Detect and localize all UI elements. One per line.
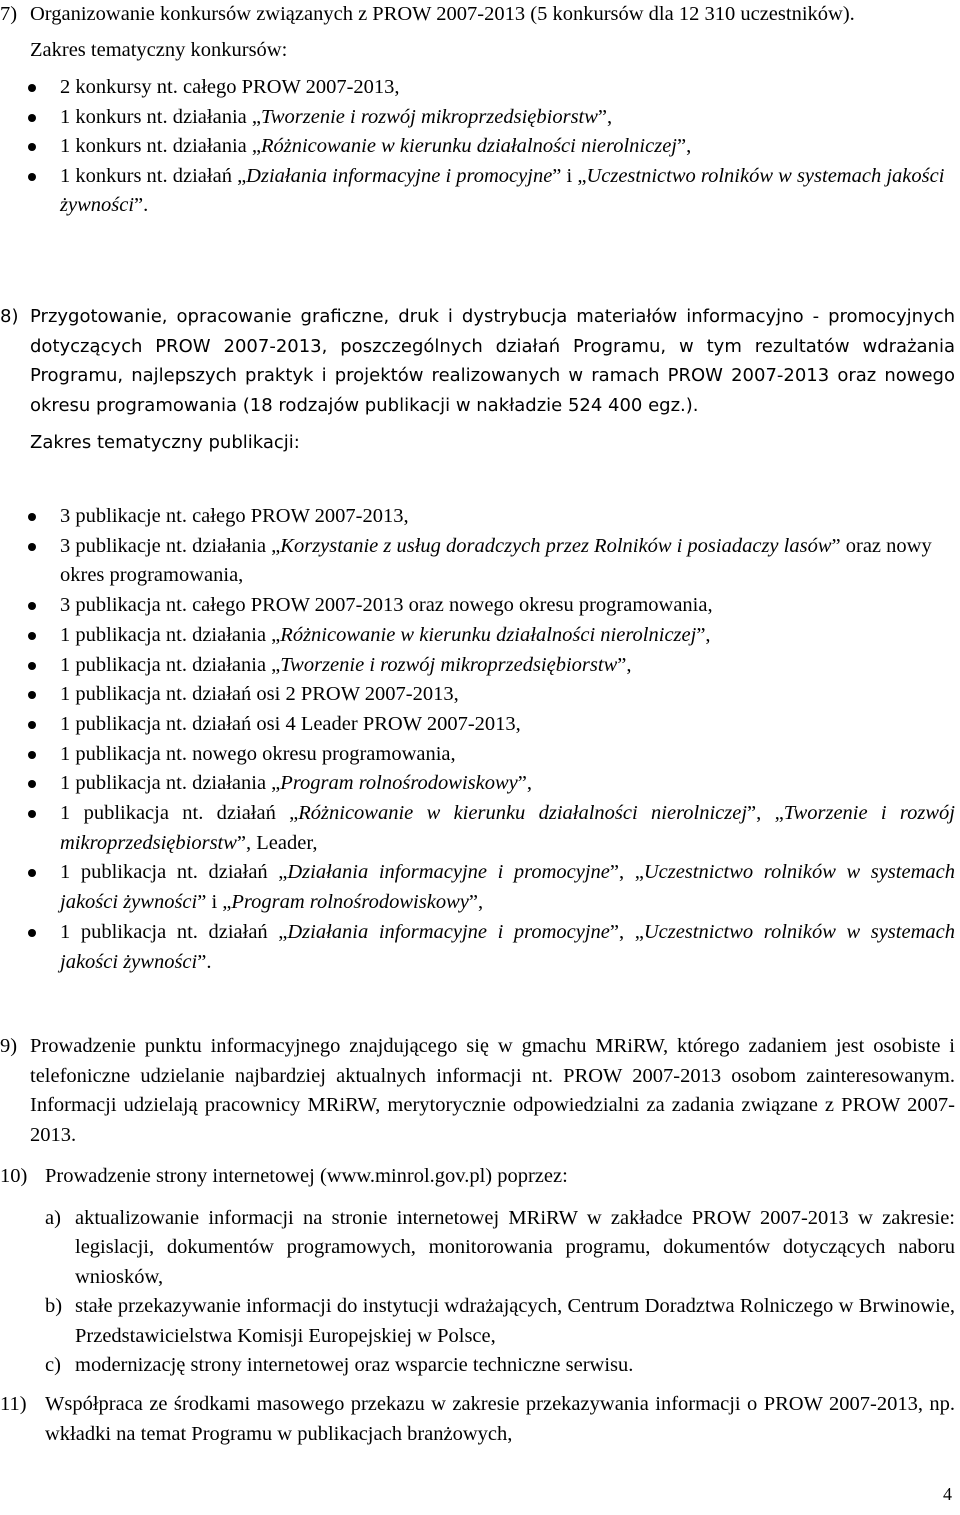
item-8-paragraph [0,302,955,420]
list-item [0,532,955,591]
bullet-italic: Różnicowanie w kierunku działalności nierolniczej [298,802,748,825]
bullet-text: 1 publikacja nt. nowego okresu programowania, [60,742,456,765]
list-item [0,591,955,621]
bullet-text: ”, „ [609,920,644,943]
bullet-text: ”, [597,105,613,128]
list-item [0,621,955,651]
bullet-italic: Różnicowanie w kierunku działalności nierolniczej [260,135,677,157]
page-number: 4 [943,1484,952,1504]
sub-text: stałe przekazywanie informacji do instytucji wdrażających, Centrum Doradztwa Rolniczego w Brwinowie, Przedstawicielstwa Komisji Europejskiej w Polsce, [75,1295,955,1347]
item-11-paragraph [0,1390,955,1449]
list-item [0,1351,955,1381]
bullet-italic: Uczestnictwo rolników w systemach jakości żywności [60,164,945,216]
bullet-text: 1 konkurs nt. działania „ [60,105,261,128]
item-8-text: Przygotowanie, opracowanie graficzne, druk i dystrybucja materiałów informacyjno - promocyjnych dotyczących PROW 2007-2013, poszczególnych działań Programu, w tym rezultatów wdrażania Programu, najlepszych praktyk i projektów realizowanych w ramach PROW 2007-2013 oraz nowego okresu programowania (18 rodzajów publikacji w nakładzie 524 400 egz.). [30,306,955,416]
bullet-text: 1 publikacja nt. działania „ [60,772,281,795]
item-7-text: Organizowanie konkursów związanych z PROW 2007-2013 (5 konkursów dla 12 310 uczestników). [30,3,855,25]
bullet-text: 3 publikacje nt. działania „ [60,534,281,557]
bullet-text: 3 publikacja nt. całego PROW 2007-2013 oraz nowego okresu programowania, [60,594,713,617]
bullet-italic: Uczestnictwo rolników w systemach jakości żywności [60,920,955,973]
item-9-number: 9) [0,1035,18,1057]
list-item [0,73,955,103]
bullet-text: 3 publikacje nt. całego PROW 2007-2013, [60,505,409,527]
section-item-9 [0,1032,955,1150]
bullet-italic: Korzystanie z usług doradczych przez Rolników i posiadaczy lasów [280,534,832,557]
bullet-text: ”, „ [747,802,784,825]
item-10-number: 10) [0,1165,28,1187]
section-item-10 [0,1162,955,1381]
bullet-italic: Działania informacyjne i promocyjne [287,861,610,884]
item-11-number: 11) [0,1393,27,1415]
item-10-sublist [0,1204,955,1381]
bullet-text: ”, [696,623,711,646]
bullet-text: ”. [197,950,212,973]
bullet-italic: Różnicowanie w kierunku działalności nierolniczej [280,623,697,646]
bullet-italic: Program rolnośrodowiskowy [280,772,518,795]
list-item [0,858,955,917]
bullet-text: 1 publikacja nt. działań osi 2 PROW 2007-2013, [60,683,459,706]
item-7-bullet-list [0,73,955,221]
item-8-scope-label: Zakres tematyczny publikacji: [30,432,300,453]
section-item-7 [0,0,955,221]
bullet-italic: Działania informacyjne i promocyjne [287,920,610,943]
list-item [0,502,955,532]
bullet-italic: Działania informacyjne i promocyjne [246,164,553,187]
bullet-text: ”, [677,135,692,157]
item-9-paragraph [0,1032,955,1150]
bullet-italic: Program rolnośrodowiskowy [231,891,469,914]
bullet-text: 2 konkursy nt. całego PROW 2007-2013, [60,76,400,98]
list-item [0,918,955,977]
bullet-text: ”. [134,194,149,216]
sub-letter: b) [45,1295,63,1317]
item-11-text: Współpraca ze środkami masowego przekazu w zakresie przekazywania informacji o PROW 2007-2013, np. wkładki na temat Programu w publikacjach branżowych, [45,1393,955,1445]
sub-letter: c) [45,1354,61,1376]
list-item [0,1292,955,1351]
item-10-paragraph [0,1162,955,1192]
list-item [0,740,955,770]
item-7-scope-label: Zakres tematyczny konkursów: [30,38,288,61]
bullet-text: ” i „ [197,891,232,914]
sub-text: aktualizowanie informacji na stronie internetowej MRiRW w zakładce PROW 2007-2013 w zakresie: legislacji, dokumentów programowych, monitorowania programu, dokumentów dotyczących naboru wniosków, [75,1206,955,1288]
bullet-text: 1 konkurs nt. działań „ [60,164,247,187]
bullet-italic: Tworzenie i rozwój mikroprzedsiębiorstw [260,105,598,128]
bullet-text: 1 publikacja nt. działań „ [60,861,288,884]
list-item [0,132,955,162]
bullet-text: ” i „ [552,164,587,187]
section-item-11 [0,1390,955,1449]
bullet-text: 1 publikacja nt. działania „ [60,653,281,676]
list-item [0,799,955,858]
bullet-text: ”, [517,772,533,795]
section-item-8 [0,302,955,458]
item-9-text: Prowadzenie punktu informacyjnego znajdującego się w gmachu MRiRW, którego zadaniem jest osobiste i telefoniczne udzielanie najbardziej aktualnych informacji nt. PROW 2007-2013 osobom zainteresowanym. Informacji udzielają pracownicy MRiRW, merytorycznie odpowiedzialni za zadania związane z PROW 2007-2013. [30,1035,955,1146]
bullet-text: 1 publikacja nt. działań osi 4 Leader PROW 2007-2013, [60,712,521,735]
bullet-text: ”, [468,891,484,914]
list-item [0,1204,955,1293]
list-item [0,162,955,221]
list-item [0,769,955,799]
list-item [0,680,955,710]
sub-letter: a) [45,1206,61,1229]
item-7-paragraph [0,0,955,30]
bullet-text: 1 publikacja nt. działania „ [60,623,281,646]
bullet-italic: Uczestnictwo rolników w systemach jakości żywności [60,861,955,914]
list-item [0,103,955,133]
bullet-text: ” oraz nowy okres programowania, [60,534,932,587]
bullet-italic: Tworzenie i rozwój mikroprzedsiębiorstw [60,802,955,854]
item-10-text: Prowadzenie strony internetowej (www.minrol.gov.pl) poprzez: [45,1165,568,1187]
bullet-text: ”, [617,653,632,676]
bullet-italic: Tworzenie i rozwój mikroprzedsiębiorstw [280,653,618,676]
bullet-text: 1 publikacja nt. działań „ [60,920,288,943]
list-item [0,651,955,681]
bullet-text: 1 konkurs nt. działania „ [60,135,261,157]
bullet-text: 1 publikacja nt. działań „ [60,802,299,825]
item-8-bullet-list [0,502,955,977]
list-item [0,710,955,740]
sub-text: modernizację strony internetowej oraz wsparcie techniczne serwisu. [75,1354,634,1376]
item-7-number: 7) [0,3,18,25]
bullet-text: ”, Leader, [236,831,318,854]
item-8-number: 8) [0,306,19,327]
bullet-text: ”, „ [609,861,644,884]
